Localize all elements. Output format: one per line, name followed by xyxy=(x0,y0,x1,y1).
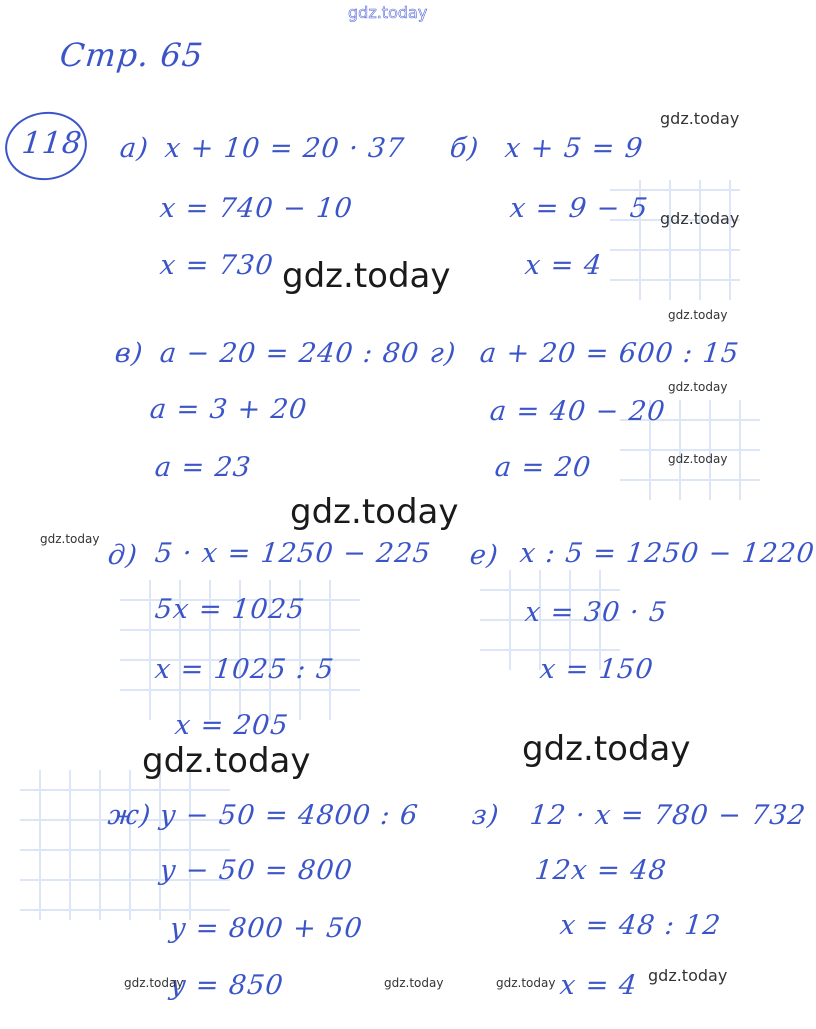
watermark-small: gdz.today xyxy=(648,966,728,985)
part-e-line-2: x = 30 · 5 xyxy=(523,597,669,628)
part-a-line-2: x = 740 − 10 xyxy=(158,193,355,224)
part-g-line-2: a = 40 − 20 xyxy=(488,396,668,427)
part-e-line-1: x : 5 = 1250 − 1220 xyxy=(518,538,816,569)
watermark-small: gdz.today xyxy=(496,976,556,990)
watermark-big: gdz.today xyxy=(522,729,691,769)
part-a-line-1: x + 10 = 20 · 37 xyxy=(163,133,407,164)
watermark-big: gdz.today xyxy=(282,256,451,296)
part-zh-line-2: y − 50 = 800 xyxy=(158,855,355,886)
watermark-small: gdz.today xyxy=(384,976,444,990)
part-v-line-3: a = 23 xyxy=(153,452,253,483)
watermark-small: gdz.today xyxy=(124,976,184,990)
watermark-big: gdz.today xyxy=(142,741,311,781)
part-d-line-1: 5 · x = 1250 − 225 xyxy=(153,538,433,569)
part-b-label: б) xyxy=(448,133,481,164)
part-v-line-1: a − 20 = 240 : 80 xyxy=(158,338,421,369)
part-z-line-1: 12 · x = 780 − 732 xyxy=(528,800,808,831)
part-d-line-3: x = 1025 : 5 xyxy=(153,654,336,685)
part-b-line-3: x = 4 xyxy=(523,250,604,281)
part-g-line-1: a + 20 = 600 : 15 xyxy=(478,338,741,369)
part-a-line-3: x = 730 xyxy=(158,250,276,281)
part-a-label: а) xyxy=(118,133,151,164)
watermark-small: gdz.today xyxy=(40,532,100,546)
watermark-small: gdz.today xyxy=(660,109,740,128)
page-title: Стр. 65 xyxy=(58,36,206,74)
part-z-label: з) xyxy=(470,800,501,831)
part-b-line-1: x + 5 = 9 xyxy=(503,133,645,164)
part-z-line-4: x = 4 xyxy=(558,970,639,1001)
part-e-line-3: x = 150 xyxy=(538,654,656,685)
part-d-line-2: 5x = 1025 xyxy=(153,594,307,625)
part-zh-line-3: y = 800 + 50 xyxy=(168,913,365,944)
watermark-top: gdz.today xyxy=(348,3,428,22)
problem-number: 118 xyxy=(20,126,85,161)
watermark-small: gdz.today xyxy=(668,380,728,394)
watermark-small: gdz.today xyxy=(668,308,728,322)
part-zh-label: ж) xyxy=(106,800,153,831)
part-e-label: е) xyxy=(468,540,501,571)
part-d-line-4: x = 205 xyxy=(173,710,291,741)
part-b-line-2: x = 9 − 5 xyxy=(508,193,650,224)
part-zh-line-4: y = 850 xyxy=(168,970,286,1001)
watermark-small: gdz.today xyxy=(668,452,728,466)
part-z-line-2: 12x = 48 xyxy=(533,855,669,886)
watermark-big: gdz.today xyxy=(290,492,459,532)
watermark-small: gdz.today xyxy=(660,209,740,228)
part-z-line-3: x = 48 : 12 xyxy=(558,910,723,941)
part-zh-line-1: y − 50 = 4800 : 6 xyxy=(158,800,420,831)
part-d-label: д) xyxy=(106,540,140,571)
part-g-label: г) xyxy=(428,338,458,369)
part-v-label: в) xyxy=(113,338,145,369)
part-g-line-3: a = 20 xyxy=(493,452,593,483)
part-v-line-2: a = 3 + 20 xyxy=(148,394,309,425)
